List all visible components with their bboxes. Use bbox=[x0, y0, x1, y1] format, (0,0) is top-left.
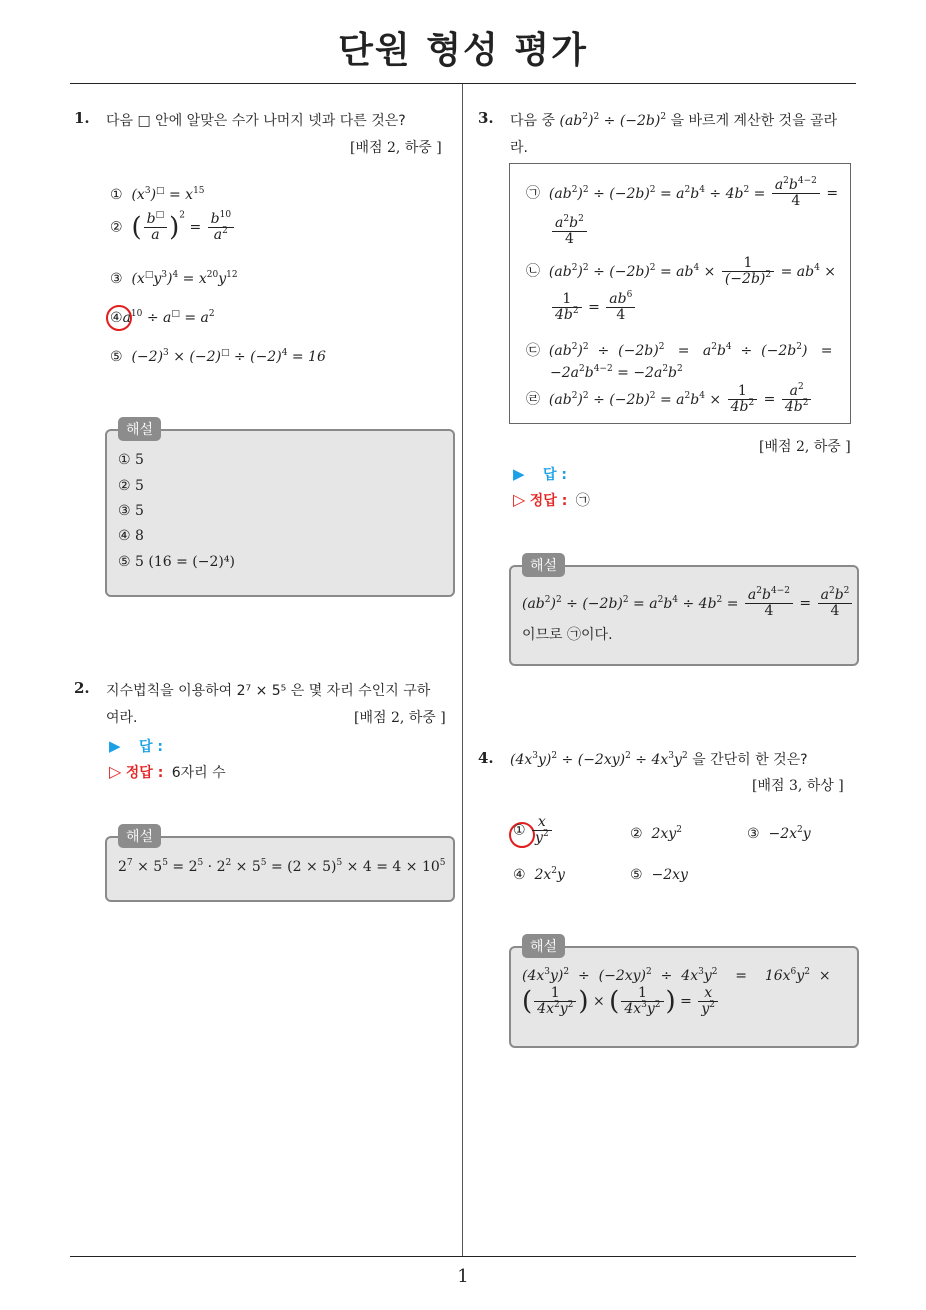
q3-explanation-tag: 해설 bbox=[522, 553, 565, 577]
q2-number: 2. bbox=[74, 679, 90, 697]
q3-option-b[interactable]: ㉡ $(ab^2)^2 \div (-2b)^2 = ab^4$ × $\frac{1}{(-2b)^2}$ = $ab^4$ × bbox=[526, 255, 836, 287]
q1-explain-line-5: ⑤ 5 (16 = (−2)⁴) bbox=[118, 554, 235, 570]
q3-option-b-cont: $\frac{1}{4b^2}$ = $\frac{ab^6}{4}$ bbox=[550, 292, 637, 323]
play-icon: ▶ bbox=[513, 465, 525, 483]
q2-explain: $2^7 \times 5^5 = 2^5 \cdot 2^2 \times 5^5 = (2 \times 5)^5 \times 4 = 4 \times 10^5$ bbox=[118, 858, 446, 875]
q3-text-line-1: 다음 중 $(ab^2)^2 \div (-2b)^2$ 을 바르게 계산한 것을 골라 bbox=[510, 112, 838, 129]
q2-text-line-2: 여라. bbox=[106, 710, 138, 726]
q4-choice-1[interactable]: ① $\frac{x}{y^2}$ bbox=[513, 815, 554, 846]
q4-explain-line-2: ( $\frac{1}{4x^2y^2}$ ) × ( $\frac{1}{4x^3y^2}$ ) = $\frac{x}{y^2}$ bbox=[522, 986, 720, 1017]
q1-choice-2[interactable]: ② ( $\frac{b^□}{a}$ )$^2$ = $\frac{b^{10}}{a^2}$ bbox=[110, 212, 236, 243]
q3-correct-value: ㉠ bbox=[575, 493, 590, 509]
q3-text-line-2: 라. bbox=[510, 140, 528, 156]
q3-option-c-cont: $-2a^2b^{4-2} = -2a^2b^2$ bbox=[550, 364, 683, 381]
q2-correct-label: 정답 : bbox=[125, 765, 164, 781]
q3-number: 3. bbox=[478, 109, 494, 127]
q1-choice-5[interactable]: ⑤ $(-2)^3 \times (-2)^□ \div (-2)^4 = 16$ bbox=[110, 348, 326, 365]
q1-choice-1[interactable]: ① $(x^3)^□ = x^{15}$ bbox=[110, 186, 205, 203]
title-rule bbox=[70, 83, 856, 84]
play-outline-icon: ▷ bbox=[109, 762, 122, 781]
q2-meta: [배점 2, 하중 ] bbox=[354, 710, 446, 726]
q1-text: 다음 □ 안에 알맞은 수가 나머지 넷과 다른 것은? bbox=[106, 113, 406, 129]
q1-choice-4[interactable]: $④a^{10} \div a^□ = a^2$ bbox=[110, 309, 215, 326]
q1-explain-line-1: ① 5 bbox=[118, 452, 144, 468]
page-number: 1 bbox=[457, 1266, 469, 1287]
q3-answer-row bbox=[513, 464, 567, 484]
q3-answer-label: 답 : bbox=[543, 467, 567, 483]
q1-explain-line-4: ④ 8 bbox=[118, 528, 144, 544]
q4-choice-5[interactable]: ⑤ −2xy bbox=[630, 867, 688, 883]
q2-explanation-tag: 해설 bbox=[118, 824, 161, 848]
footer-rule bbox=[70, 1256, 856, 1257]
page-title: 단원 형성 평가 bbox=[338, 30, 588, 71]
q1-explain-line-3: ③ 5 bbox=[118, 503, 144, 519]
q1-meta: [배점 2, 하중 ] bbox=[350, 140, 442, 156]
q3-explain-formula: $(ab^2)^2 \div (-2b)^2 = a^2b^4 \div 4b^2$ = $\frac{a^2b^{4-2}}{4}$ = $\frac{a^2b^2}{4}$ bbox=[522, 588, 854, 619]
q4-explain-line-1: $(4x^3y)^2 \div (-2xy)^2 \div 4x^3y^2$ = $16x^6y^2$ × bbox=[522, 967, 831, 984]
q3-option-c[interactable]: ㉢ $(ab^2)^2 \div (-2b)^2 = a^2b^4 \div (-2b^2)$ = bbox=[526, 342, 833, 359]
q1-number: 1. bbox=[74, 109, 90, 127]
q4-number: 4. bbox=[478, 749, 494, 767]
q3-correct-row bbox=[513, 490, 590, 510]
q1-explanation-box bbox=[105, 429, 455, 597]
play-outline-icon: ▷ bbox=[513, 490, 526, 509]
q3-option-a[interactable]: ㉠ $(ab^2)^2 \div (-2b)^2 = a^2b^4 \div 4b^2$ = $\frac{a^2b^{4-2}}{4}$ = bbox=[526, 176, 839, 209]
q2-correct-row bbox=[109, 762, 226, 782]
q2-answer-row bbox=[109, 736, 163, 756]
q2-correct-value: 6자리 수 bbox=[171, 765, 226, 781]
column-divider bbox=[462, 84, 463, 1256]
q4-meta: [배점 3, 하상 ] bbox=[752, 778, 844, 794]
q3-explain-tail: 이므로 ㉠이다. bbox=[522, 627, 613, 643]
q1-choice-3[interactable]: ③ $(x^□y^3)^4 = x^{20}y^{12}$ bbox=[110, 270, 238, 287]
q1-explain-line-2: ② 5 bbox=[118, 478, 144, 494]
q3-option-d[interactable]: ㉣ $(ab^2)^2 \div (-2b)^2 = a^2b^4$ × $\frac{1}{4b^2}$ = $\frac{a^2}{4b^2}$ bbox=[526, 384, 813, 415]
q3-option-a-cont: $\frac{a^2b^2}{4}$ bbox=[550, 216, 589, 247]
q4-choice-4[interactable]: ④ $2x^2y$ bbox=[513, 866, 565, 883]
q3-correct-label: 정답 : bbox=[529, 493, 568, 509]
q4-text: $(4x^3y)^2 \div (-2xy)^2 \div 4x^3y^2$ 을 간단히 한 것은? bbox=[510, 751, 808, 768]
play-icon: ▶ bbox=[109, 737, 121, 755]
q1-explanation-tag: 해설 bbox=[118, 417, 161, 441]
q4-explanation-tag: 해설 bbox=[522, 934, 565, 958]
q3-meta: [배점 2, 하중 ] bbox=[759, 439, 851, 455]
q2-text-line-1: 지수법칙을 이용하여 2⁷ × 5⁵ 은 몇 자리 수인지 구하 bbox=[106, 683, 431, 699]
q4-choice-3[interactable]: ③ $-2x^2y$ bbox=[747, 825, 811, 842]
q2-answer-label: 답 : bbox=[139, 739, 163, 755]
q4-choice-2[interactable]: ② $2xy^2$ bbox=[630, 825, 682, 842]
